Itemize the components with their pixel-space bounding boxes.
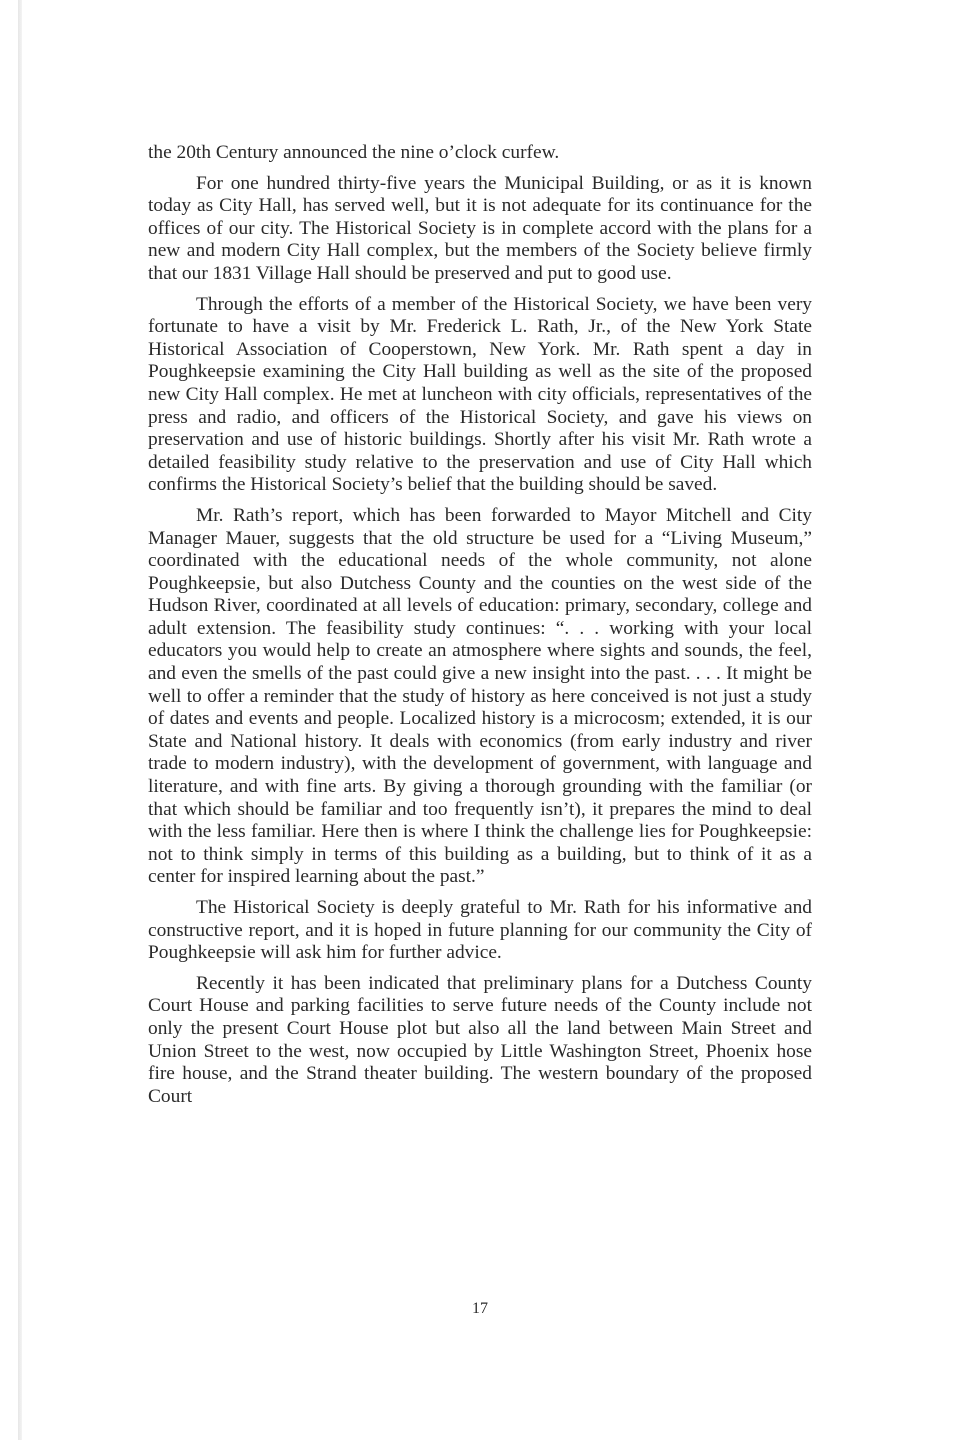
paragraph-rath-visit: Through the efforts of a member of the Historical Society, we have been very fortunate to have a visit by Mr. Frederick L. Rath, Jr., of the New York State Historical Association of Cooperstown, New York. Mr. Rath spent a day in Poughkeepsie examining the City Hall building as well as the site of the proposed new City Hall complex. He met at luncheon with city officials, representatives of the press and radio, and officers of the Historical Society, and gave his views on preservation and use of historic buildings. Shortly after his visit Mr. Rath wrote a detailed feasibility study relative to the preservation and use of City Hall which confirms the Historical Society’s belief that the building should be saved. (148, 293, 812, 496)
paragraph-gratitude: The Historical Society is deeply grateful to Mr. Rath for his informative and constructive report, and it is hoped in future planning for our community the City of Poughkeepsie will ask him for further advice. (148, 897, 812, 964)
page-number: 17 (472, 1300, 488, 1317)
paragraph-continuation: the 20th Century announced the nine o’clock curfew. (148, 142, 560, 163)
page-body-text (148, 142, 812, 1116)
paragraph-municipal-building: For one hundred thirty-five years the Municipal Building, or as it is known today as City Hall, has served well, but it is not adequate for its continuance for the offices of our city. The Historical Society is in complete accord with the plans for a new and modern City Hall complex, but the members of the Society believe firmly that our 1831 Village Hall should be preserved and put to good use. (148, 172, 812, 284)
paragraph-rath-report: Mr. Rath’s report, which has been forwarded to Mayor Mitchell and City Manager Mauer, suggests that the old structure be used for a “Living Museum,” coordinated with the educational needs of the whole community, not alone Poughkeepsie, but also Dutchess County and the counties on the west side of the Hudson River, coordinated at all levels of education: primary, secondary, college and adult extension. The feasibility study continues: “. . . working with your local educators you would help to create an atmosphere where sights and sounds, the feel, and even the smells of the past could give a new insight into the past. . . . It might be well to offer a reminder that the study of history as here conceived is not just a study of dates and events and people. Localized history is a microcosm; extended, it is our State and National history. It deals with economics (from early industry and river trade to modern industry), with the development of government, with language and literature, and with fine arts. By giving a thorough grounding with the familiar (or that which should be familiar and too frequently isn’t), it prepares the mind to deal with the less familiar. Here then is where I think the challenge lies for Poughkeepsie: not to think simply in terms of this building as a building, but to think of it as a center for inspired learning about the past.” (148, 504, 812, 888)
scan-edge-shadow (18, 0, 22, 1440)
paragraph-court-house: Recently it has been indicated that preliminary plans for a Dutchess County Court House and parking facilities to serve future needs of the County include not only the present Court House plot but also all the land between Main Street and Union Street to the west, now occupied by Little Washington Street, Phoenix hose fire house, and the Strand theater building. The western boundary of the proposed Court (148, 972, 812, 1107)
